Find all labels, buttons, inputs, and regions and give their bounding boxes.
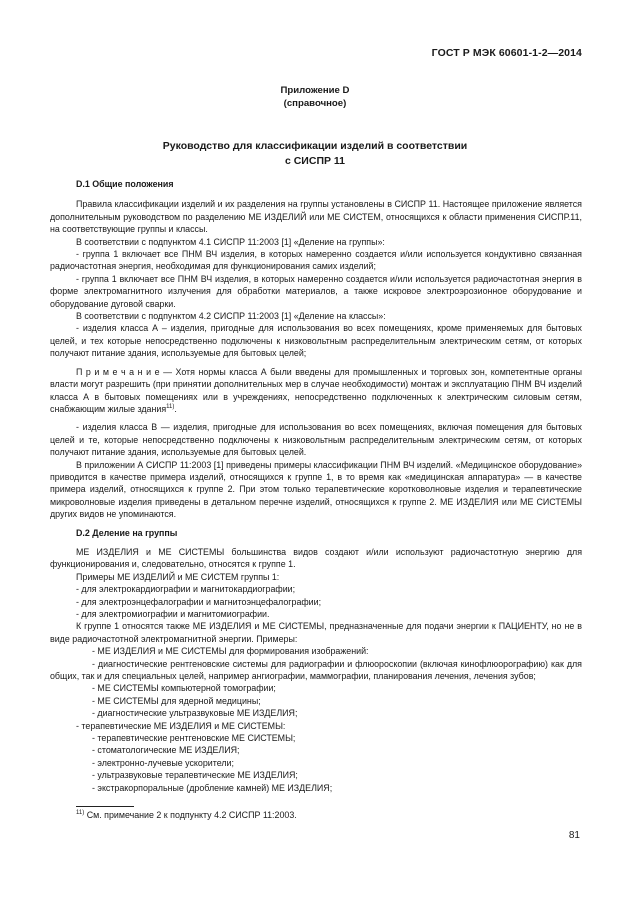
- footnote-ref: 11): [166, 403, 175, 410]
- paragraph: Примеры МЕ ИЗДЕЛИЙ и МЕ СИСТЕМ группы 1:: [76, 571, 280, 582]
- appendix-type: (справочное): [283, 98, 347, 109]
- page-title-line-1: Руководство для классификации изделий в соответствии: [162, 140, 468, 152]
- list-item: [50, 658, 582, 683]
- list-item: - диагностические ультразвуковые МЕ ИЗДЕЛИЯ;: [92, 708, 298, 719]
- list-item: - стоматологические МЕ ИЗДЕЛИЯ;: [92, 745, 240, 756]
- list-item-text: - диагностические рентгеновские системы для радиографии и флюороскопии (включая кинофлюорографию) как для общих, так и для специальных целей, например ангиографии, маммографии, планирования лечения, лечения зубов;: [50, 658, 582, 682]
- paragraph: МЕ ИЗДЕЛИЯ и МЕ СИСТЕМЫ большинства видов создают и/или используют радиочастотную энергию для функционирования и, следовательно, относятся к группе 1.: [50, 546, 582, 570]
- list-item: - ультразвуковые терапевтические МЕ ИЗДЕЛИЯ;: [92, 770, 298, 781]
- note-text: Хотя нормы класса А были введены для промышленных и торговых зон, компетентные органы власти могут разрешить (при принятии дополнительных мер в случае необходимости) монтаж и эксплуатацию ПНМ ВЧ изделий класса А в бытовых помещениях или в учреждениях, непосредственно подключенных к электрическим силовым сетям, снабжающим жилые здания: [50, 366, 582, 414]
- note-end: .: [174, 403, 177, 414]
- list-item: - МЕ СИСТЕМЫ для ядерной медицины;: [92, 695, 261, 706]
- list-item: - экстракорпоральные (дробление камней) МЕ ИЗДЕЛИЯ;: [92, 782, 333, 793]
- page-number: 81: [568, 830, 580, 841]
- section-heading-d1: D.1 Общие положения: [76, 179, 174, 189]
- note-paragraph: [50, 366, 582, 416]
- paragraph: - изделия класса В — изделия, пригодные для использования во всех помещениях, включая помещения для бытовых целей и те, которые непосредственно подключены к низковольтным распределительным электрическим сетям, от которых получают питание здания, используемые для бытовых целей.: [50, 422, 582, 458]
- list-item: - терапевтические МЕ ИЗДЕЛИЯ и МЕ СИСТЕМЫ:: [76, 720, 286, 731]
- list-item: - для электрокардиографии и магнитокардиографии;: [76, 584, 296, 595]
- list-item: - для электромиографии и магнитомиографии.: [76, 609, 270, 619]
- paragraph: В соответствии с подпунктом 4.2 СИСПР 11:2003 [1] «Деление на классы»:: [76, 311, 386, 322]
- page-title-line-2: с СИСПР 11: [284, 155, 346, 167]
- list-item: - электронно-лучевые ускорители;: [92, 757, 234, 768]
- paragraph: - группа 1 включает все ПНМ ВЧ изделия, в которых намеренно создается и/или используется радиочастотная энергия в форме электромагнитного излучения для обработки материалов, а также искровое электроэрозионное оборудование и оборудование дуговой сварки.: [50, 273, 582, 309]
- paragraph: Правила классификации изделий и их разделения на группы установлены в СИСПР 11. Настоящее приложение является дополнительным руководством по разделению МЕ ИЗДЕЛИЙ или МЕ СИСТЕМ, относящихся к области применения СИСПР.11, на соответствующие группы и классы.: [50, 199, 582, 235]
- paragraph: К группе 1 относятся также МЕ ИЗДЕЛИЯ и МЕ СИСТЕМЫ, предназначенные для подачи энергии к ПАЦИЕНТУ, но не в виде радиочастотной электромагнитной энергии. Примеры:: [50, 621, 582, 644]
- footnote-divider: [76, 806, 134, 807]
- footnote-mark: 11): [76, 810, 85, 817]
- paragraph: В приложении А СИСПР 11:2003 [1] приведены примеры классификации ПНМ ВЧ изделий. «Медицинское оборудование» приводится в качестве примера изделий, относящихся к группе 1, в то время как «медицинская аппаратура» — в качестве примера изделий, относящихся к группе 2. При этом только терапевтические коротковолновые изделия и терапевтические микроволновые изделия приведены в детальном перечне изделий, относящихся к группе 2. МЕ ИЗДЕЛИЯ или МЕ СИСТЕМЫ других видов не упоминаются.: [50, 459, 582, 520]
- paragraph: В соответствии с подпунктом 4.1 СИСПР 11:2003 [1] «Деление на группы»:: [76, 236, 385, 247]
- footnote-text: См. примечание 2 к подпункту 4.2 СИСПР 11:2003.: [84, 810, 297, 820]
- section-heading-d2: D.2 Деление на группы: [76, 527, 178, 538]
- list-item: - МЕ СИСТЕМЫ компьютерной томографии;: [92, 683, 276, 694]
- document-code: ГОСТ Р МЭК 60601-1-2—2014: [431, 47, 582, 59]
- paragraph: - группа 1 включает все ПНМ ВЧ изделия, в которых намеренно создается и/или используется кондуктивно связанная радиочастотная энергия, необходимая для функционирования самих изделий;: [50, 249, 582, 272]
- footnote: [76, 810, 297, 820]
- list-item: - для электроэнцефалографии и магнитоэнцефалографии;: [76, 596, 322, 607]
- list-item: - терапевтические рентгеновские МЕ СИСТЕМЫ;: [92, 733, 296, 744]
- main-content: [50, 178, 582, 794]
- paragraph: - изделия класса А – изделия, пригодные для использования во всех помещениях, кроме применяемых для бытовых целей, и тех которые непосредственно подключены к низковольтным распределительным электрическим сетям, от которых получают питание здания, используемые для бытовых целей;: [50, 323, 582, 359]
- list-item: - МЕ ИЗДЕЛИЯ и МЕ СИСТЕМЫ для формирования изображений:: [92, 646, 369, 657]
- note-label: П р и м е ч а н и е —: [76, 366, 172, 377]
- appendix-label: Приложение D: [280, 85, 350, 96]
